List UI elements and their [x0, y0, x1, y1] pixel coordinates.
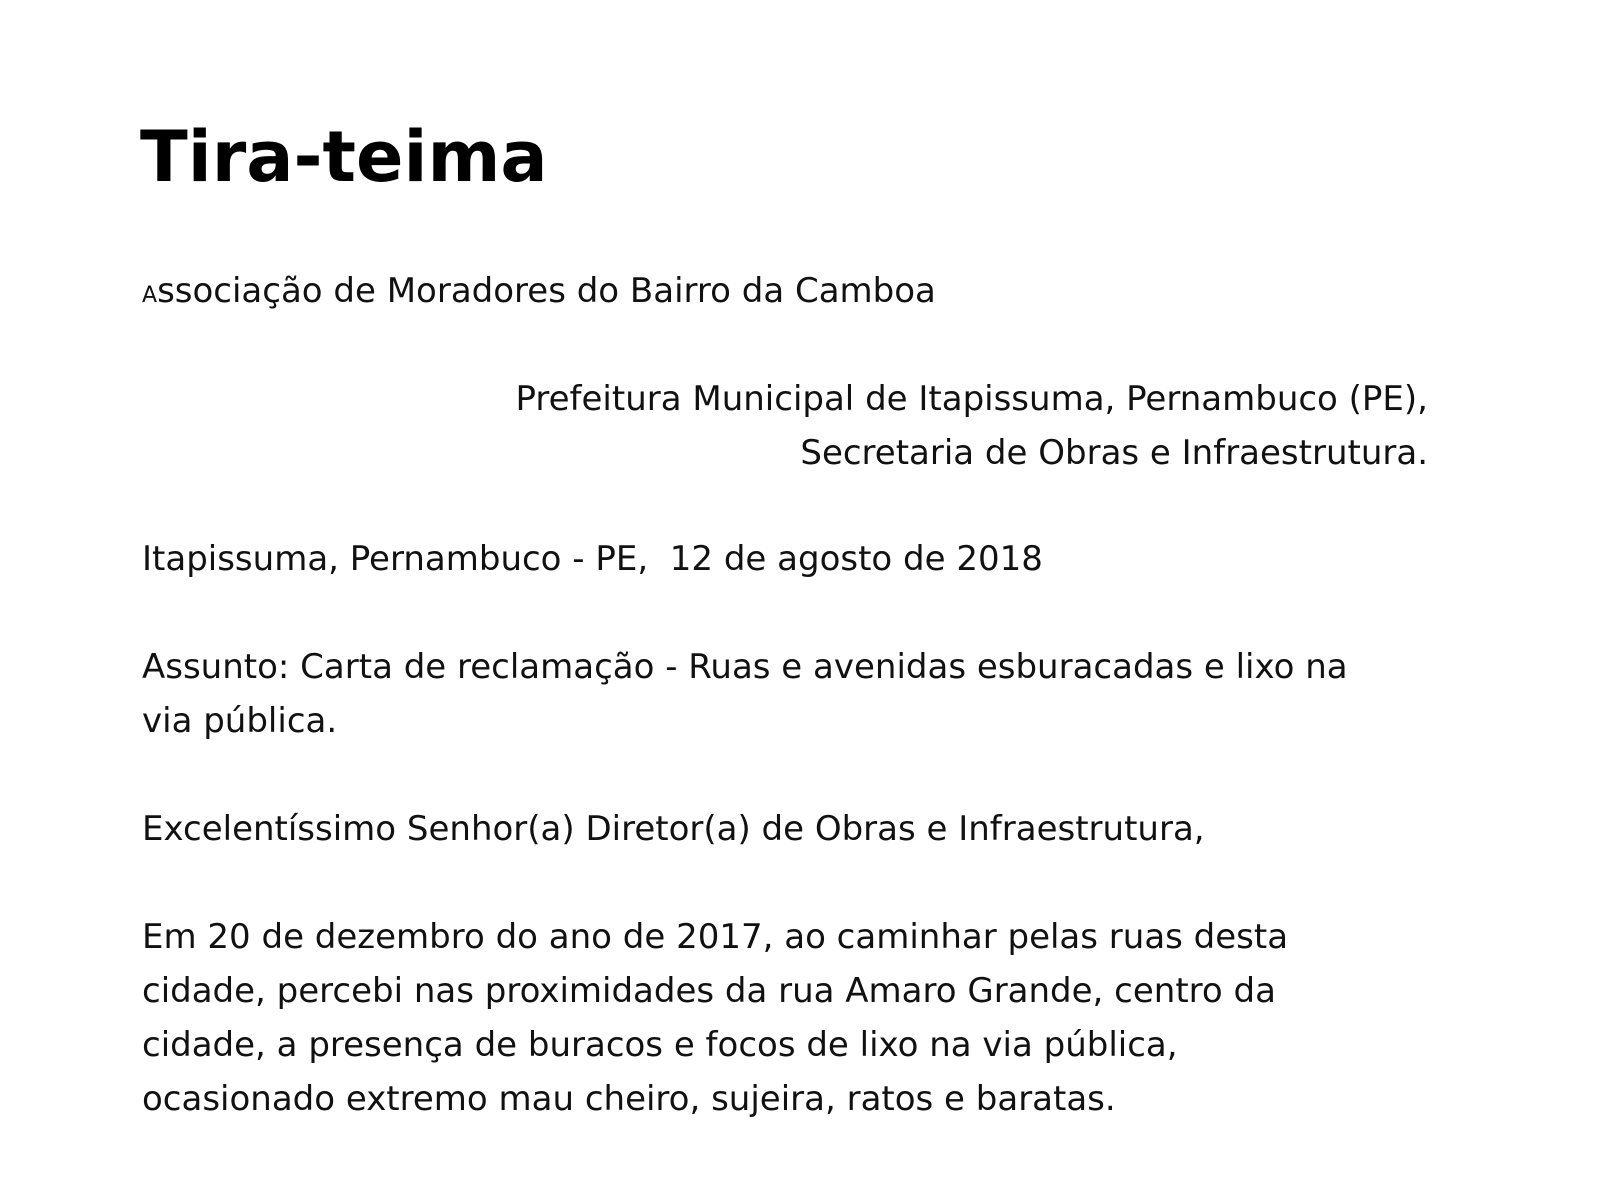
- recipient-line-1: Prefeitura Municipal de Itapissuma, Pernambuco (PE),: [515, 379, 1428, 419]
- body-line-4: ocasionado extremo mau cheiro, sujeira, ratos e baratas.: [142, 1079, 1116, 1119]
- salutation: Excelentíssimo Senhor(a) Diretor(a) de Obras e Infraestrutura,: [142, 809, 1205, 849]
- sender-line: [142, 264, 936, 323]
- subject-line-1: Assunto: Carta de reclamação - Ruas e avenidas esburacadas e lixo na: [142, 647, 1348, 687]
- recipient-line-2: Secretaria de Obras e Infraestrutura.: [800, 433, 1428, 473]
- place-date: Itapissuma, Pernambuco - PE, 12 de agosto de 2018: [142, 539, 1043, 579]
- sender-initial: A: [142, 283, 158, 308]
- body-line-1: Em 20 de dezembro do ano de 2017, ao caminhar pelas ruas desta: [142, 917, 1289, 957]
- subject-line-2: via pública.: [142, 701, 338, 741]
- sender-name: ssociação de Moradores do Bairro da Camboa: [157, 271, 936, 311]
- document-title: Tira-teima: [140, 116, 548, 198]
- body-line-2: cidade, percebi nas proximidades da rua Amaro Grande, centro da: [142, 971, 1276, 1011]
- body-line-3: cidade, a presença de buracos e focos de lixo na via pública,: [142, 1025, 1178, 1065]
